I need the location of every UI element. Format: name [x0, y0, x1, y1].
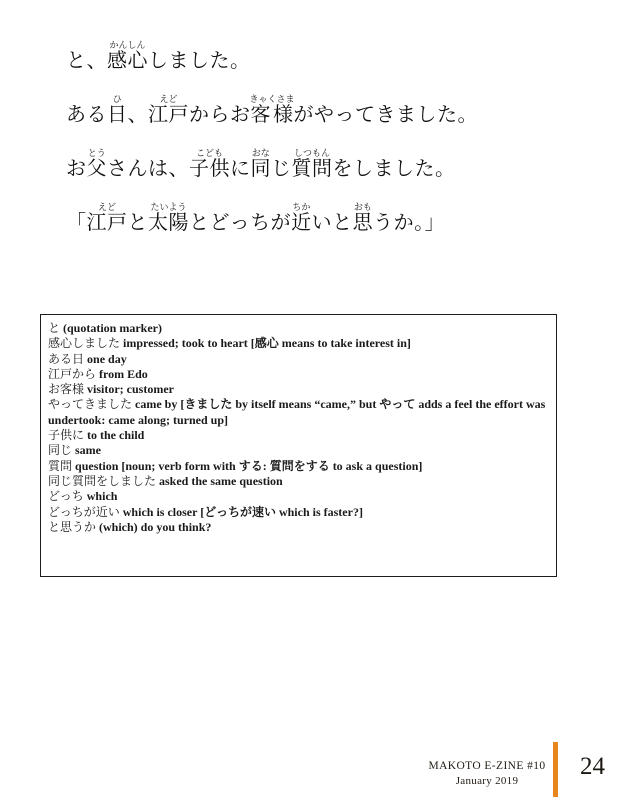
ruby-word: 感心かんしん [107, 40, 148, 72]
furigana: えど [86, 202, 128, 212]
furigana: こども [189, 148, 230, 158]
vocab-entry [48, 489, 548, 504]
vocab-entry [48, 505, 548, 520]
publication-info [409, 759, 565, 788]
vocab-gloss: which [83, 489, 118, 504]
vocab-term: どっちが近い [48, 504, 120, 519]
vocab-entry [48, 352, 548, 367]
ruby-word: 父とう [86, 148, 107, 180]
passage-line: と、感心かんしんしました。 [66, 40, 251, 72]
vocab-box [40, 314, 557, 577]
vocab-term: 同じ質問をしました [48, 473, 157, 488]
vocab-entry [48, 336, 548, 351]
vocab-entry [48, 397, 548, 428]
furigana: おな [250, 148, 271, 158]
vocab-term: 子供に [48, 428, 85, 443]
vocab-entry [48, 520, 548, 535]
vocab-gloss: impressed; took to heart [感心 means to take interest in] [120, 336, 411, 351]
zine-title: MAKOTO E-ZINE #10 [428, 760, 546, 772]
vocab-entry [48, 474, 548, 489]
furigana: たいよう [148, 202, 189, 212]
vocab-term: と [48, 321, 61, 335]
vocab-gloss: from Edo [96, 366, 148, 381]
vocab-gloss: (quotation marker) [60, 321, 163, 335]
vocab-gloss: to the child [84, 428, 145, 443]
vocab-entry [48, 321, 548, 336]
vocab-gloss: asked the same question [156, 473, 283, 488]
furigana: とう [86, 148, 107, 158]
vocab-entry [48, 428, 548, 443]
passage-line: お父とうさんは、子供こどもに同おなじ質問しつもんをしました。 [66, 148, 456, 180]
vocab-term: と思うか [48, 519, 97, 534]
vocab-term: やってきました [48, 397, 133, 412]
vocab-term: ある日 [48, 351, 85, 366]
furigana: かんしん [107, 40, 148, 50]
reading-passage [66, 40, 478, 256]
ruby-word: 客様きゃくさま [249, 94, 295, 126]
passage-line: 「江戸えどと太陽たいようとどっちが近ちかいと思おもうか。」 [66, 202, 446, 234]
furigana: きゃくさま [249, 94, 295, 104]
vocab-gloss: (which) do you think? [96, 519, 212, 534]
accent-bar [553, 742, 558, 797]
ruby-word: 江戸えど [148, 94, 189, 126]
vocab-gloss: which is closer [どっちが速い which is faster?] [119, 504, 363, 519]
ruby-word: 日ひ [107, 94, 128, 126]
vocab-term: お客様 [48, 382, 85, 397]
vocab-gloss: question [noun; verb form with する: 質問をする to ask a question] [72, 458, 423, 473]
furigana: おも [352, 202, 374, 212]
vocab-term: どっち [48, 489, 84, 504]
passage-line: ある日ひ、江戸えどからお客様きゃくさまがやってきました。 [66, 94, 479, 126]
furigana: しつもん [291, 148, 333, 158]
furigana: ひ [107, 94, 128, 104]
vocab-entry [48, 459, 548, 474]
ruby-word: 質問しつもん [291, 148, 333, 180]
vocab-gloss: came by [きました by itself means “came,” but やって adds a feel the effort was undertook: came along; turned up] [48, 397, 546, 427]
ruby-word: 江戸えど [86, 202, 128, 234]
ruby-word: 思おも [352, 202, 374, 234]
page-number: 24 [580, 753, 605, 780]
vocab-term: 質問 [48, 458, 73, 473]
vocab-gloss: one day [84, 351, 127, 366]
ruby-word: 近ちか [291, 202, 312, 234]
vocab-gloss: same [72, 443, 102, 458]
vocab-entry [48, 382, 548, 397]
vocab-term: 同じ [48, 443, 73, 458]
vocab-entry [48, 443, 548, 458]
ruby-word: 同おな [250, 148, 271, 180]
vocab-entry [48, 367, 548, 382]
vocab-term: 江戸から [48, 366, 97, 381]
issue-date: January 2019 [455, 775, 519, 787]
furigana: えど [148, 94, 189, 104]
vocab-term: 感心しました [48, 336, 121, 351]
furigana: ちか [291, 202, 312, 212]
ruby-word: 太陽たいよう [148, 202, 189, 234]
vocab-gloss: visitor; customer [84, 382, 174, 397]
ruby-word: 子供こども [189, 148, 230, 180]
